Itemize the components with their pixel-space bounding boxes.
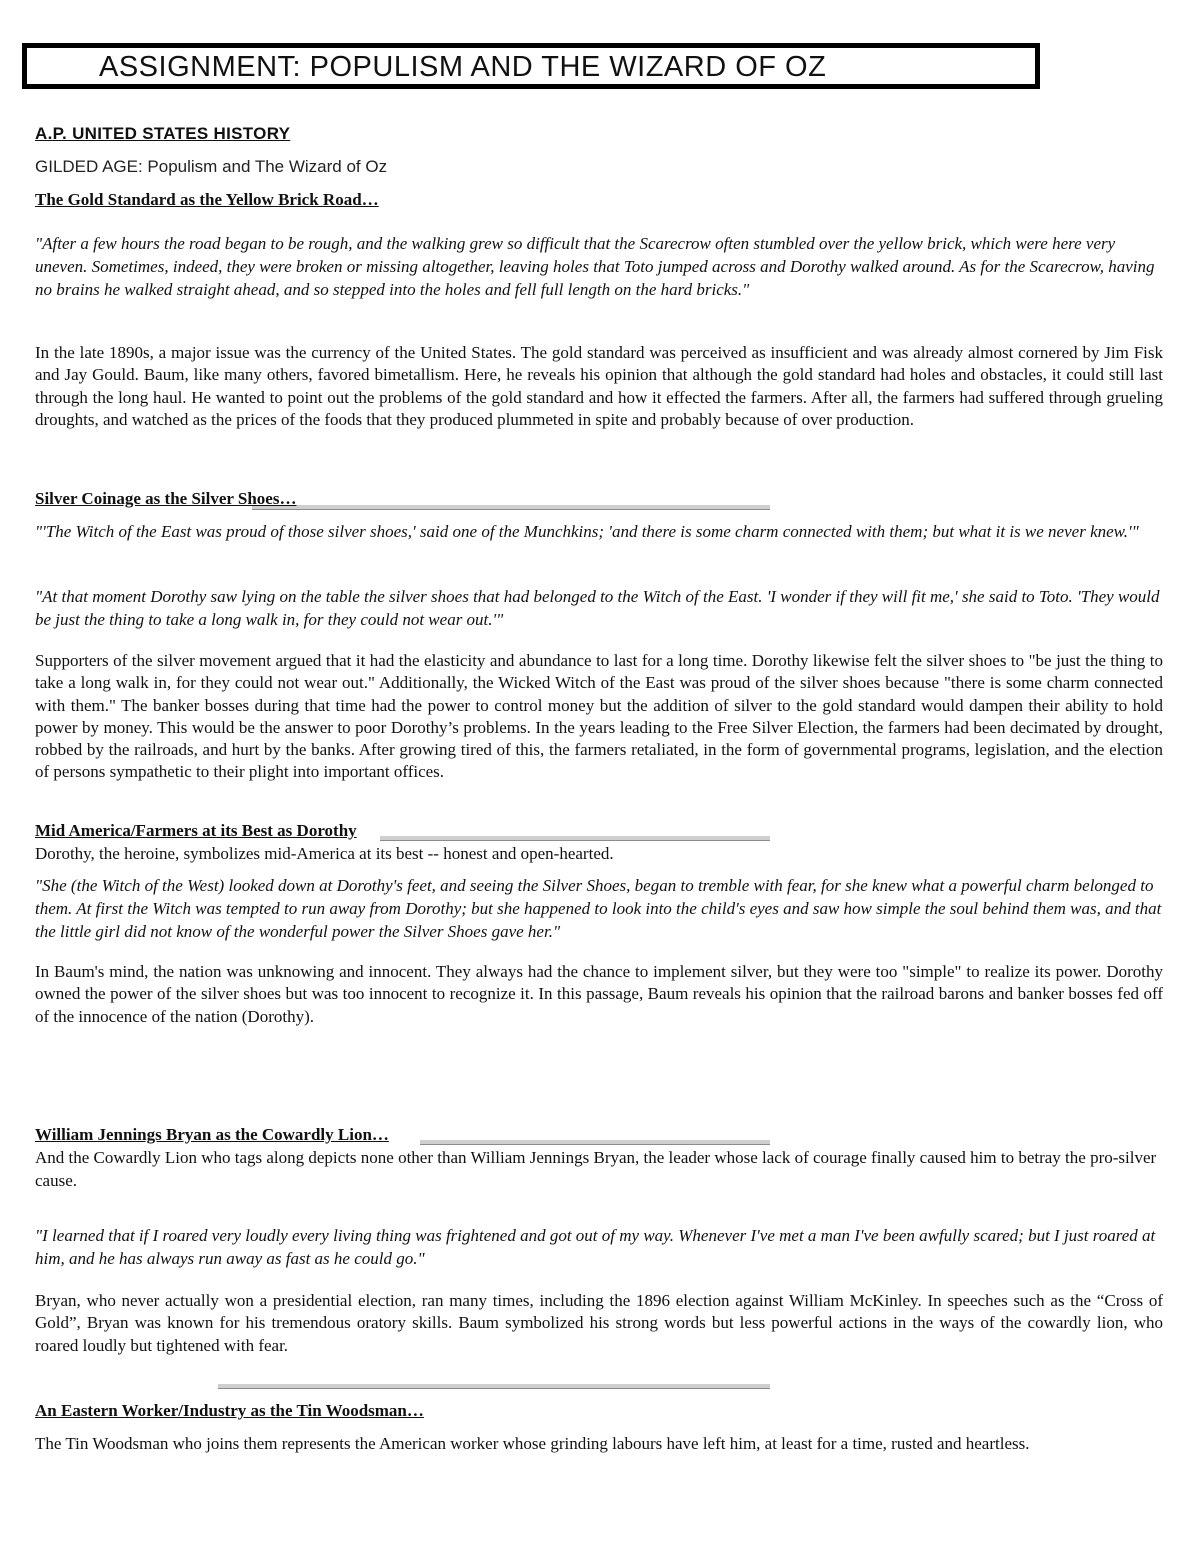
section-intro-cowardly-lion: And the Cowardly Lion who tags along depicts none other than William Jennings Bryan, the leader whose lack of courage finally caused him to betray the pro-silver cause. bbox=[35, 1148, 1157, 1190]
section-heading-silver-shoes: Silver Coinage as the Silver Shoes… bbox=[35, 489, 297, 508]
section-heading-dorothy: Mid America/Farmers at its Best as Dorothy bbox=[35, 821, 357, 840]
section-body-dorothy: In Baum's mind, the nation was unknowing and innocent. They always had the chance to implement silver, but they were too "simple" to realize its power. Dorothy owned the power of the silver shoes but was too innocent to recognize it. In this passage, Baum reveals his opinion that the railroad barons and banker bosses fed off of the innocence of the nation (Dorothy). bbox=[35, 962, 1163, 1026]
assignment-title-box bbox=[22, 43, 1040, 89]
section-body-silver-shoes: Supporters of the silver movement argued that it had the elasticity and abundance to last for a long time. Dorothy likewise felt the silver shoes to "be just the thing to take a long walk in, for they could not wear out." Additionally, the Wicked Witch of the East was proud of the silver shoes because "there is some charm connected with them." The banker bosses during that time had the power to control money but the addition of silver to the gold standard would dampen their ability to hold power by money. This would be the answer to poor Dorothy’s problems. In the years leading to the Free Silver Election, the farmers had been decimated by drought, robbed by the railroads, and hurt by the banks. After growing tired of this, the farmers retaliated, in the form of governmental programs, legislation, and the election of persons sympathetic to their plight into important offices. bbox=[35, 651, 1163, 782]
unit-subtitle: GILDED AGE: Populism and The Wizard of Oz bbox=[35, 157, 388, 176]
course-name: A.P. UNITED STATES HISTORY bbox=[35, 124, 291, 143]
section-body-cowardly-lion: Bryan, who never actually won a presidential election, ran many times, including the 1896 election against William McKinley. In speeches such as the “Cross of Gold”, Bryan was known for his tremendous oratory skills. Baum symbolized his strong words but less powerful actions in the ways of the cowardly lion, who roared loudly but tightened with fear. bbox=[35, 1291, 1163, 1355]
section-body-tin-woodsman: The Tin Woodsman who joins them represents the American worker whose grinding labours have left him, at least for a time, rusted and heartless. bbox=[35, 1434, 1030, 1453]
section-divider bbox=[218, 1384, 770, 1389]
assignment-title: ASSIGNMENT: POPULISM AND THE WIZARD OF OZ bbox=[99, 51, 827, 83]
section-quote-lion: "I learned that if I roared very loudly every living thing was frightened and got out of my way. Whenever I've met a man I've been awfully scared; but I just roared at him, and he has always run away as fast as he could go." bbox=[35, 1226, 1156, 1268]
section-heading-gold-standard: The Gold Standard as the Yellow Brick Road… bbox=[35, 190, 379, 209]
section-heading-tin-woodsman: An Eastern Worker/Industry as the Tin Woodsman… bbox=[35, 1401, 424, 1420]
section-quote-gold-standard: "After a few hours the road began to be rough, and the walking grew so difficult that the Scarecrow often stumbled over the yellow brick, which were here very uneven. Sometimes, indeed, they were broken or missing altogether, leaving holes that Toto jumped across and Dorothy walked around. As for the Scarecrow, having no brains he walked straight ahead, and so stepped into the holes and fell full length on the hard bricks." bbox=[35, 234, 1155, 299]
section-intro-dorothy: Dorothy, the heroine, symbolizes mid-America at its best -- honest and open-hearted. bbox=[35, 844, 614, 863]
section-quote-dorothy-shoes: "At that moment Dorothy saw lying on the table the silver shoes that had belonged to the Witch of the East. 'I wonder if they will fit me,' she said to Toto. 'They would be just the thing to take a long walk in, for they could not wear out.'" bbox=[35, 587, 1160, 629]
section-quote-munchkins: "'The Witch of the East was proud of those silver shoes,' said one of the Munchkins; 'and there is some charm connected with them; but what it is we never knew.'" bbox=[35, 522, 1139, 541]
section-quote-witch-west: "She (the Witch of the West) looked down at Dorothy's feet, and seeing the Silver Shoes, began to tremble with fear, for she knew what a powerful charm belonged to them. At first the Witch was tempted to run away from Dorothy; but she happened to look into the child's eyes and saw how simple the soul behind them was, and that the little girl did not know of the wonderful power the Silver Shoes gave her." bbox=[35, 876, 1162, 941]
section-heading-cowardly-lion: William Jennings Bryan as the Cowardly Lion… bbox=[35, 1125, 389, 1144]
section-body-gold-standard: In the late 1890s, a major issue was the currency of the United States. The gold standard was perceived as insufficient and was already almost cornered by Jim Fisk and Jay Gould. Baum, like many others, favored bimetallism. Here, he reveals his opinion that although the gold standard had holes and obstacles, it could still last through the long haul. He wanted to point out the problems of the gold standard and how it effected the farmers. After all, the farmers had suffered through grueling droughts, and watched as the prices of the foods that they produced plummeted in spite and probably because of over production. bbox=[35, 343, 1163, 429]
